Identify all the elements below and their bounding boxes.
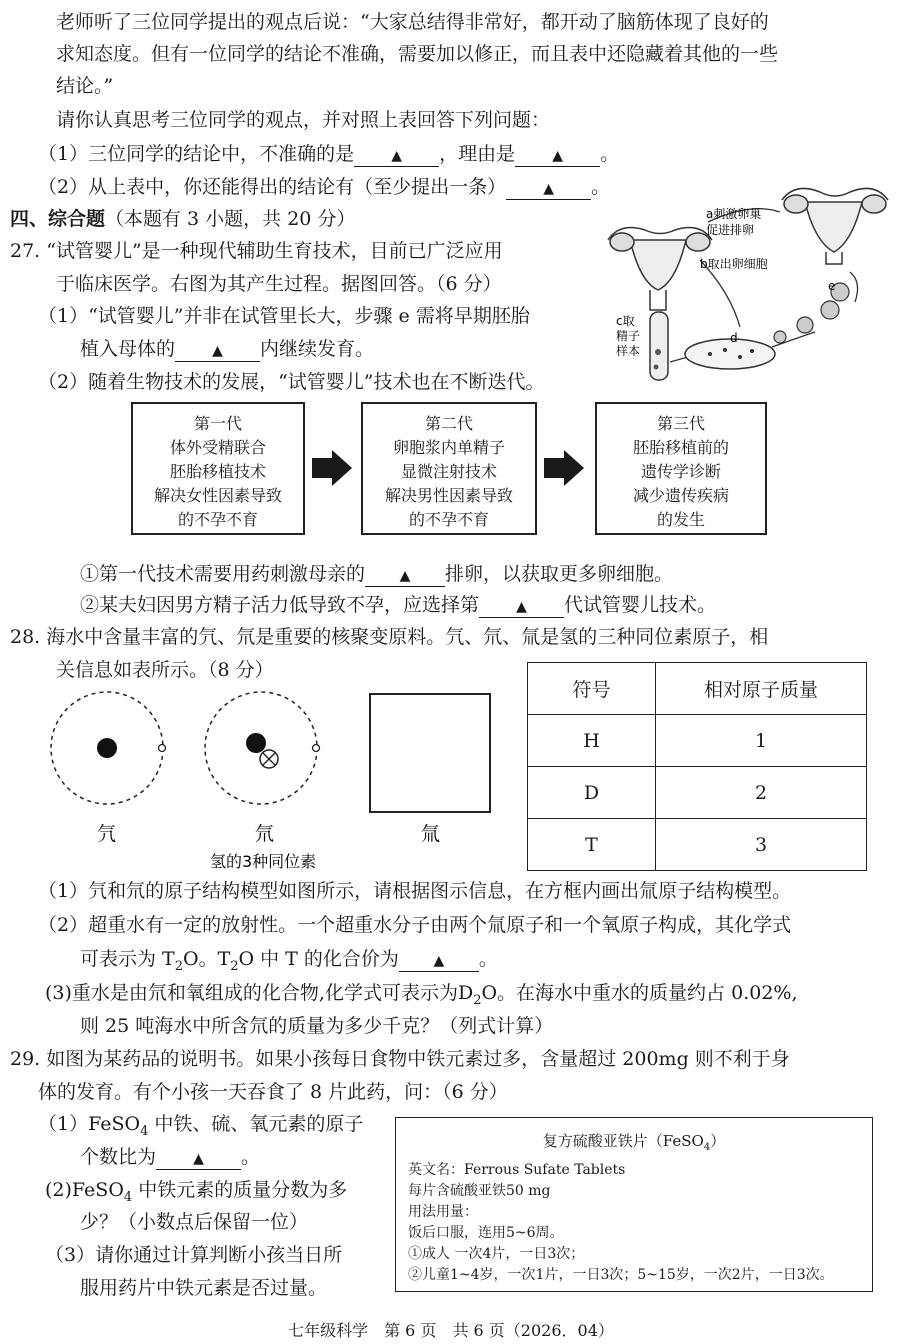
answer-blank[interactable]: ▲ — [354, 146, 439, 167]
q27-part-1b: 植入母体的 ▲ 内继续发育。 — [80, 338, 375, 360]
q27-sub-1: ①第一代技术需要用药刺激母亲的 ▲ 排卵，以获取更多卵细胞。 — [80, 563, 674, 585]
q29-stem-1: 29. 如图为某药品的说明书。如果小孩每日食物中铁元素过多，含量超过 200mg 则不利于身 — [10, 1048, 790, 1070]
generation-box-1: 第一代 体外受精联合 胚胎移植技术 解决女性因素导致 的不孕不育 — [131, 402, 305, 535]
medicine-meal: 饭后口服，连用5~6周。 — [408, 1225, 564, 1241]
isotope-table — [527, 662, 867, 871]
table-header: 相对原子质量 — [656, 663, 867, 715]
intro-line-1: 老师听了三位同学提出的观点后说：“大家总结得非常好，都开动了脑筋体现了良好的 — [56, 11, 769, 33]
q27-stem-1: 27. “试管婴儿”是一种现代辅助生育技术，目前已广泛应用 — [10, 240, 503, 262]
medicine-title: 复方硫酸亚铁片（FeSO$_4$） — [542, 1132, 726, 1153]
answer-blank[interactable]: ▲ — [515, 146, 600, 167]
isotope-caption: 氢的3种同位素 — [210, 852, 317, 871]
intro-line-4: 请你认真思考三位同学的观点，并对照上表回答下列问题： — [56, 109, 551, 131]
medicine-dose: 每片含硫酸亚铁50 mg — [408, 1183, 551, 1199]
answer-blank[interactable]: ▲ — [399, 951, 479, 972]
q27-part-1a: （1）“试管婴儿”并非在试管里长大，步骤 e 需将早期胚胎 — [38, 305, 530, 327]
page-footer: 七年级科学 第 6 页 共 6 页（2026．04） — [288, 1321, 614, 1340]
answer-blank[interactable]: ▲ — [479, 597, 564, 618]
label-a1: a刺激卵巢 — [706, 207, 762, 221]
q28-part-2a: （2）超重水有一定的放射性。一个超重水分子由两个氚原子和一个氧原子构成，其化学式 — [38, 914, 792, 936]
tritium-drawing-box[interactable] — [370, 694, 490, 812]
q28-part-3b: 则 25 吨海水中所含氘的质量为多少千克？（列式计算） — [80, 1015, 554, 1037]
uterus-right — [782, 188, 888, 264]
label-deuterium: 氘 — [255, 823, 275, 845]
q29-part-1b: 个数比为 ▲ 。 — [80, 1146, 261, 1168]
answer-blank[interactable]: ▲ — [175, 341, 260, 362]
q28-part-2b: 可表示为 $T_2O$。$T_2O$ 中 T 的化合价为 ▲ 。 — [80, 948, 498, 974]
table-row: T 3 — [528, 819, 867, 871]
arrow-right-icon — [310, 448, 354, 488]
isotope-models — [45, 690, 505, 875]
q28-part-1: （1）氕和氘的原子结构模型如图所示，请根据图示信息，在方框内画出氚原子结构模型。 — [38, 880, 792, 902]
label-b: b取出卵细胞 — [700, 257, 768, 271]
q26-part-1: （1）三位同学的结论中，不准确的是 ▲ ，理由是 ▲ 。 — [38, 143, 620, 165]
label-e: e — [828, 279, 836, 293]
generation-box-2: 第二代 卵胞浆内单精子 显微注射技术 解决男性因素导致 的不孕不育 — [361, 402, 537, 535]
label-a2: 促进排卵 — [706, 223, 755, 237]
label-tritium: 氚 — [421, 823, 441, 845]
medicine-child: ②儿童1~4岁，一次1片，一日3次；5~15岁，一次2片，一日3次。 — [408, 1267, 834, 1283]
label-c3: 样本 — [616, 344, 641, 358]
q27-stem-2: 于临床医学。右图为其产生过程。据图回答。（6 分） — [56, 273, 502, 295]
medicine-usage: 用法用量： — [408, 1204, 478, 1220]
medicine-english-name: 英文名：Ferrous Sufate Tablets — [408, 1162, 626, 1178]
label-c2: 精子 — [616, 329, 641, 343]
intro-line-3: 结论。” — [56, 75, 114, 97]
embryo-stages — [774, 283, 849, 343]
label-c1: c取 — [616, 314, 635, 328]
q28-stem-1: 28. 海水中含量丰富的氕、氘是重要的核聚变原料。氕、氘、氚是氢的三种同位素原子，相 — [10, 626, 769, 648]
arrow-c — [670, 357, 688, 362]
deuterium-model — [205, 692, 320, 804]
arrow-e — [850, 272, 858, 302]
q29-part-1a: （1）FeSO$_4$ 中铁、硫、氧元素的原子 — [38, 1113, 364, 1139]
medicine-adult: ①成人 一次4片，一日3次； — [408, 1246, 585, 1262]
answer-blank[interactable]: ▲ — [506, 179, 591, 200]
q26-part-2: （2）从上表中，你还能得出的结论有（至少提出一条） ▲ 。 — [38, 176, 611, 198]
q27-part-2: （2）随着生物技术的发展，“试管婴儿”技术也在不断迭代。 — [38, 371, 545, 393]
section-4-heading: 四、综合题（本题有 3 小题，共 20 分） — [10, 208, 356, 230]
q28-part-3a: (3)重水是由氘和氧组成的化合物,化学式可表示为$D_2O$。在海水中重水的质量约占 0.02%, — [45, 982, 798, 1008]
answer-blank[interactable]: ▲ — [156, 1149, 241, 1170]
ivf-process-diagram — [600, 182, 895, 387]
q29-stem-2: 体的发育。有个小孩一天吞食了 8 片此药，问：（6 分） — [38, 1081, 508, 1103]
q27-sub-2: ②某夫妇因男方精子活力低导致不孕，应选择第 ▲ 代试管婴儿技术。 — [80, 594, 717, 616]
table-header: 符号 — [528, 663, 656, 715]
protium-model — [51, 692, 166, 804]
table-row: D 2 — [528, 767, 867, 819]
arrow-right-icon — [542, 448, 586, 488]
q29-part-3b: 服用药片中铁元素是否过量。 — [80, 1277, 328, 1299]
test-tube — [650, 312, 668, 380]
label-protium: 氕 — [97, 823, 117, 845]
label-d: d — [730, 331, 738, 345]
q29-part-2a: (2)FeSO$_4$ 中铁元素的质量分数为多 — [45, 1179, 348, 1205]
answer-blank[interactable]: ▲ — [365, 566, 445, 587]
q28-stem-2: 关信息如表所示。（8 分） — [56, 659, 274, 681]
table-row: H 1 — [528, 715, 867, 767]
uterus-left — [608, 228, 712, 310]
q29-part-3a: （3）请你通过计算判断小孩当日所 — [45, 1244, 343, 1266]
generation-box-3: 第三代 胚胎移植前的 遗传学诊断 减少遗传疾病 的发生 — [595, 402, 767, 535]
medicine-label — [395, 1117, 873, 1292]
q29-part-2b: 少？（小数点后保留一位） — [80, 1211, 309, 1233]
intro-line-2: 求知态度。但有一位同学的结论不准确，需要加以修正，而且表中还隐藏着其他的一些 — [56, 43, 779, 65]
table-header-row — [528, 663, 867, 715]
